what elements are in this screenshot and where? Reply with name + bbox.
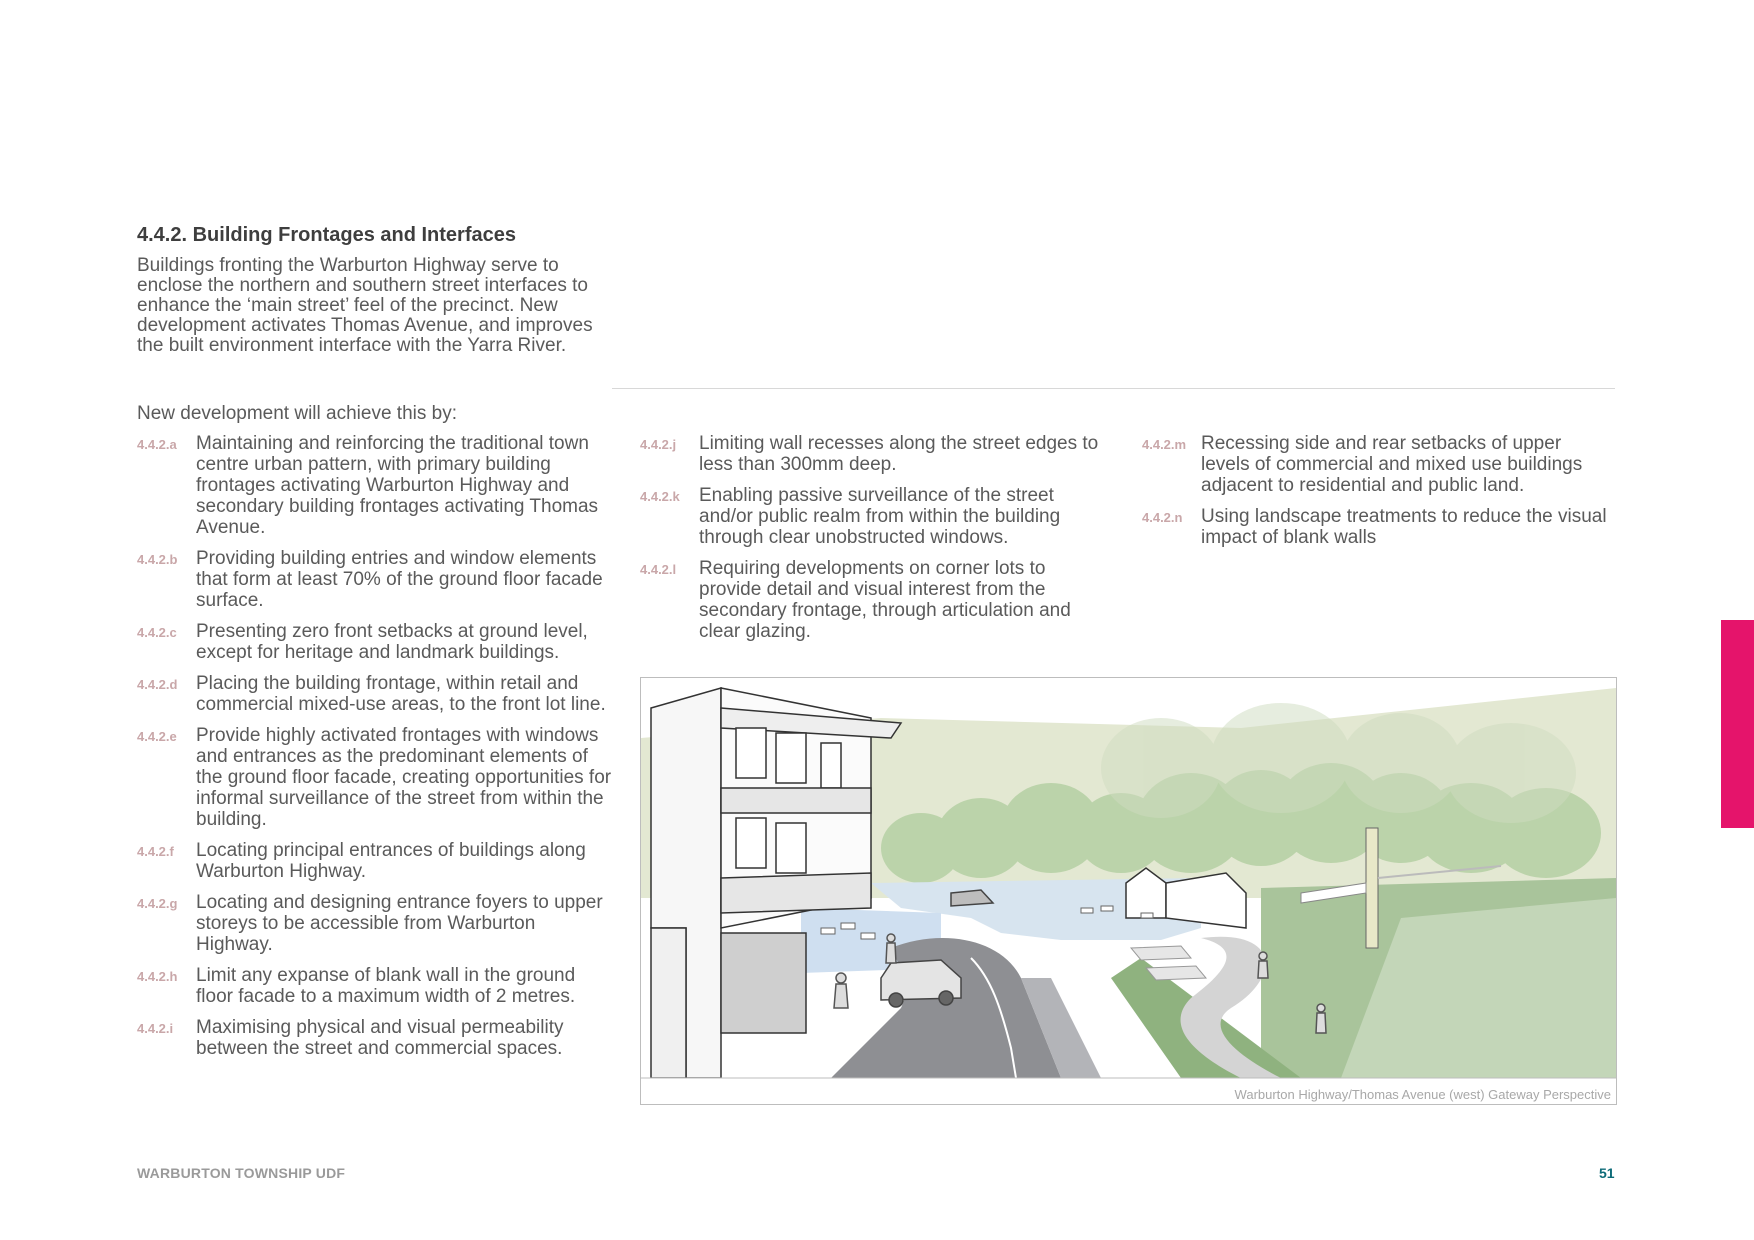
guideline-item [640, 558, 1110, 642]
item-code: 4.4.2.d [137, 677, 178, 692]
footer-document-title: WARBURTON TOWNSHIP UDF [137, 1165, 346, 1181]
section-heading: 4.4.2. Building Frontages and Interfaces [137, 224, 516, 246]
divider [612, 388, 1615, 389]
guideline-item [137, 621, 617, 663]
item-code: 4.4.2.n [1142, 510, 1183, 525]
guideline-item [137, 725, 617, 830]
item-code: 4.4.2.m [1142, 437, 1187, 452]
intro-paragraph: Buildings fronting the Warburton Highway serve to enclose the northern and southern street interfaces to enhance the ‘main street’ feel of the precinct. New development activates Thomas Avenue, and improves the built environment interface with the Yarra River. [137, 255, 593, 356]
guidelines-column-1 [137, 433, 617, 1069]
item-text: Requiring developments on corner lots to provide detail and visual interest from the secondary frontage, through articulation and clear glazing. [699, 558, 1071, 642]
streetscape-illustration [641, 678, 1616, 1104]
item-text: Maximising physical and visual permeability between the street and commercial spaces. [196, 1017, 564, 1059]
item-text: Presenting zero front setbacks at ground level, except for heritage and landmark buildings. [196, 621, 588, 663]
item-text: Maintaining and reinforcing the traditional town centre urban pattern, with primary building frontages activating Warburton Highway and secondary building frontages activating Thomas Avenue. [196, 433, 599, 538]
guideline-item [137, 1017, 617, 1059]
section-tab-marker [1721, 620, 1754, 828]
item-code: 4.4.2.a [137, 437, 177, 452]
item-text: Locating principal entrances of buildings along Warburton Highway. [196, 840, 586, 882]
item-text: Using landscape treatments to reduce the visual impact of blank walls [1201, 506, 1607, 548]
page-number: 51 [1599, 1165, 1615, 1181]
lead-text: New development will achieve this by: [137, 403, 457, 424]
item-text: Recessing side and rear setbacks of upper levels of commercial and mixed use buildings adjacent to residential and public land. [1201, 433, 1583, 496]
item-code: 4.4.2.k [640, 489, 680, 504]
item-code: 4.4.2.g [137, 896, 178, 911]
item-code: 4.4.2.h [137, 969, 178, 984]
item-code: 4.4.2.i [137, 1021, 174, 1036]
item-code: 4.4.2.c [137, 625, 177, 640]
guidelines-column-3 [1142, 433, 1612, 558]
item-text: Provide highly activated frontages with windows and entrances as the predominant elements of the ground floor facade, creating opportunities for informal surveillance of the street from within the building. [196, 725, 612, 830]
item-text: Limit any expanse of blank wall in the ground floor facade to a maximum width of 2 metres. [196, 965, 576, 1007]
item-text: Limiting wall recesses along the street edges to less than 300mm deep. [699, 433, 1099, 475]
item-code: 4.4.2.f [137, 844, 174, 859]
guideline-item [1142, 506, 1612, 548]
guideline-item [1142, 433, 1612, 496]
item-code: 4.4.2.e [137, 729, 177, 744]
guideline-item [137, 892, 617, 955]
guideline-item [640, 485, 1110, 548]
item-code: 4.4.2.b [137, 552, 178, 567]
guideline-item [137, 673, 617, 715]
figure-caption: Warburton Highway/Thomas Avenue (west) Gateway Perspective [1234, 1087, 1611, 1102]
guidelines-column-2 [640, 433, 1110, 652]
item-text: Placing the building frontage, within retail and commercial mixed-use areas, to the front lot line. [196, 673, 606, 715]
item-text: Providing building entries and window elements that form at least 70% of the ground floor facade surface. [196, 548, 603, 611]
item-text: Locating and designing entrance foyers to upper storeys to be accessible from Warburton Highway. [196, 892, 603, 955]
guideline-item [137, 840, 617, 882]
guideline-item [137, 548, 617, 611]
guideline-item [137, 965, 617, 1007]
item-code: 4.4.2.l [640, 562, 677, 577]
item-code: 4.4.2.j [640, 437, 677, 452]
guideline-item [137, 433, 617, 538]
item-text: Enabling passive surveillance of the street and/or public realm from within the building through clear unobstructed windows. [699, 485, 1061, 548]
guideline-item [640, 433, 1110, 475]
gateway-perspective-figure [640, 677, 1617, 1105]
